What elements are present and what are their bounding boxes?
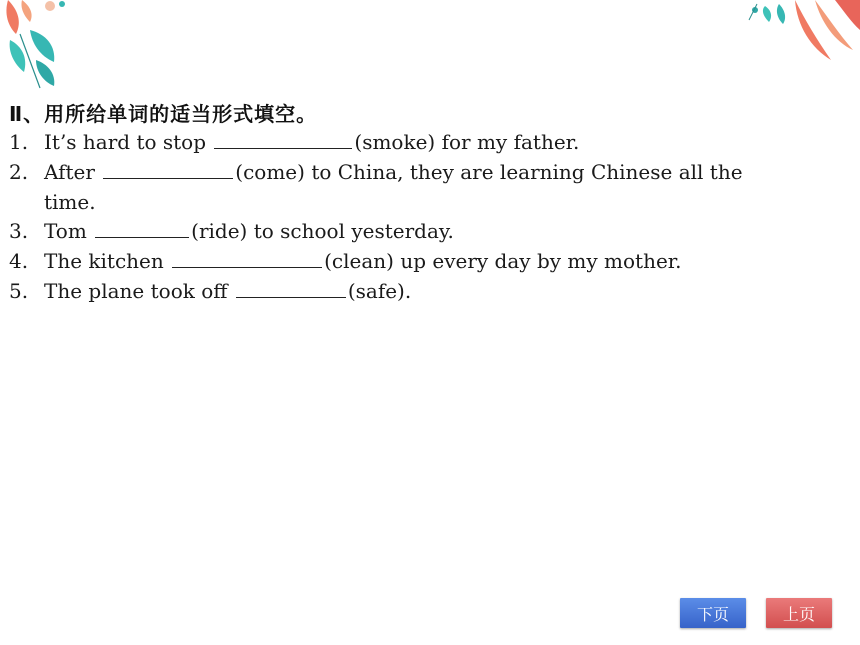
section-heading: Ⅱ、用所给单词的适当形式填空。 bbox=[9, 102, 318, 126]
item-text-before: The plane took off bbox=[44, 279, 228, 303]
exercise-item-2 bbox=[9, 160, 743, 184]
item-text-before: After bbox=[44, 160, 95, 184]
item-hint: (safe). bbox=[347, 279, 412, 303]
exercise-item-1 bbox=[9, 130, 579, 154]
answer-blank[interactable] bbox=[95, 219, 189, 238]
item-hint: (smoke) bbox=[354, 130, 436, 154]
item-hint: (ride) bbox=[191, 219, 248, 243]
item-number: 4. bbox=[9, 249, 29, 273]
item-hint: (come) bbox=[235, 160, 305, 184]
item-text-after: for my father. bbox=[441, 130, 580, 154]
exercise-item-4 bbox=[9, 249, 682, 273]
leaf-decoration-left bbox=[0, 0, 80, 95]
item-text-after: to school yesterday. bbox=[253, 219, 454, 243]
item-continuation: time. bbox=[44, 190, 96, 214]
exercise-item-3 bbox=[9, 219, 454, 243]
answer-blank[interactable] bbox=[103, 160, 233, 179]
item-text-before: Tom bbox=[44, 219, 87, 243]
item-number: 5. bbox=[9, 279, 29, 303]
answer-blank[interactable] bbox=[236, 279, 346, 298]
answer-blank[interactable] bbox=[172, 249, 322, 268]
item-text-after: up every day by my mother. bbox=[400, 249, 682, 273]
item-number: 2. bbox=[9, 160, 29, 184]
item-number: 1. bbox=[9, 130, 29, 154]
answer-blank[interactable] bbox=[214, 130, 352, 149]
previous-page-button[interactable]: 上页 bbox=[766, 598, 832, 628]
item-text-before: It’s hard to stop bbox=[44, 130, 207, 154]
item-text-after: to China, they are learning Chinese all the bbox=[311, 160, 743, 184]
next-page-button[interactable]: 下页 bbox=[680, 598, 746, 628]
item-text-before: The kitchen bbox=[44, 249, 164, 273]
item-number: 3. bbox=[9, 219, 29, 243]
item-hint: (clean) bbox=[324, 249, 394, 273]
exercise-item-5 bbox=[9, 279, 411, 303]
leaf-decoration-right bbox=[735, 0, 860, 70]
